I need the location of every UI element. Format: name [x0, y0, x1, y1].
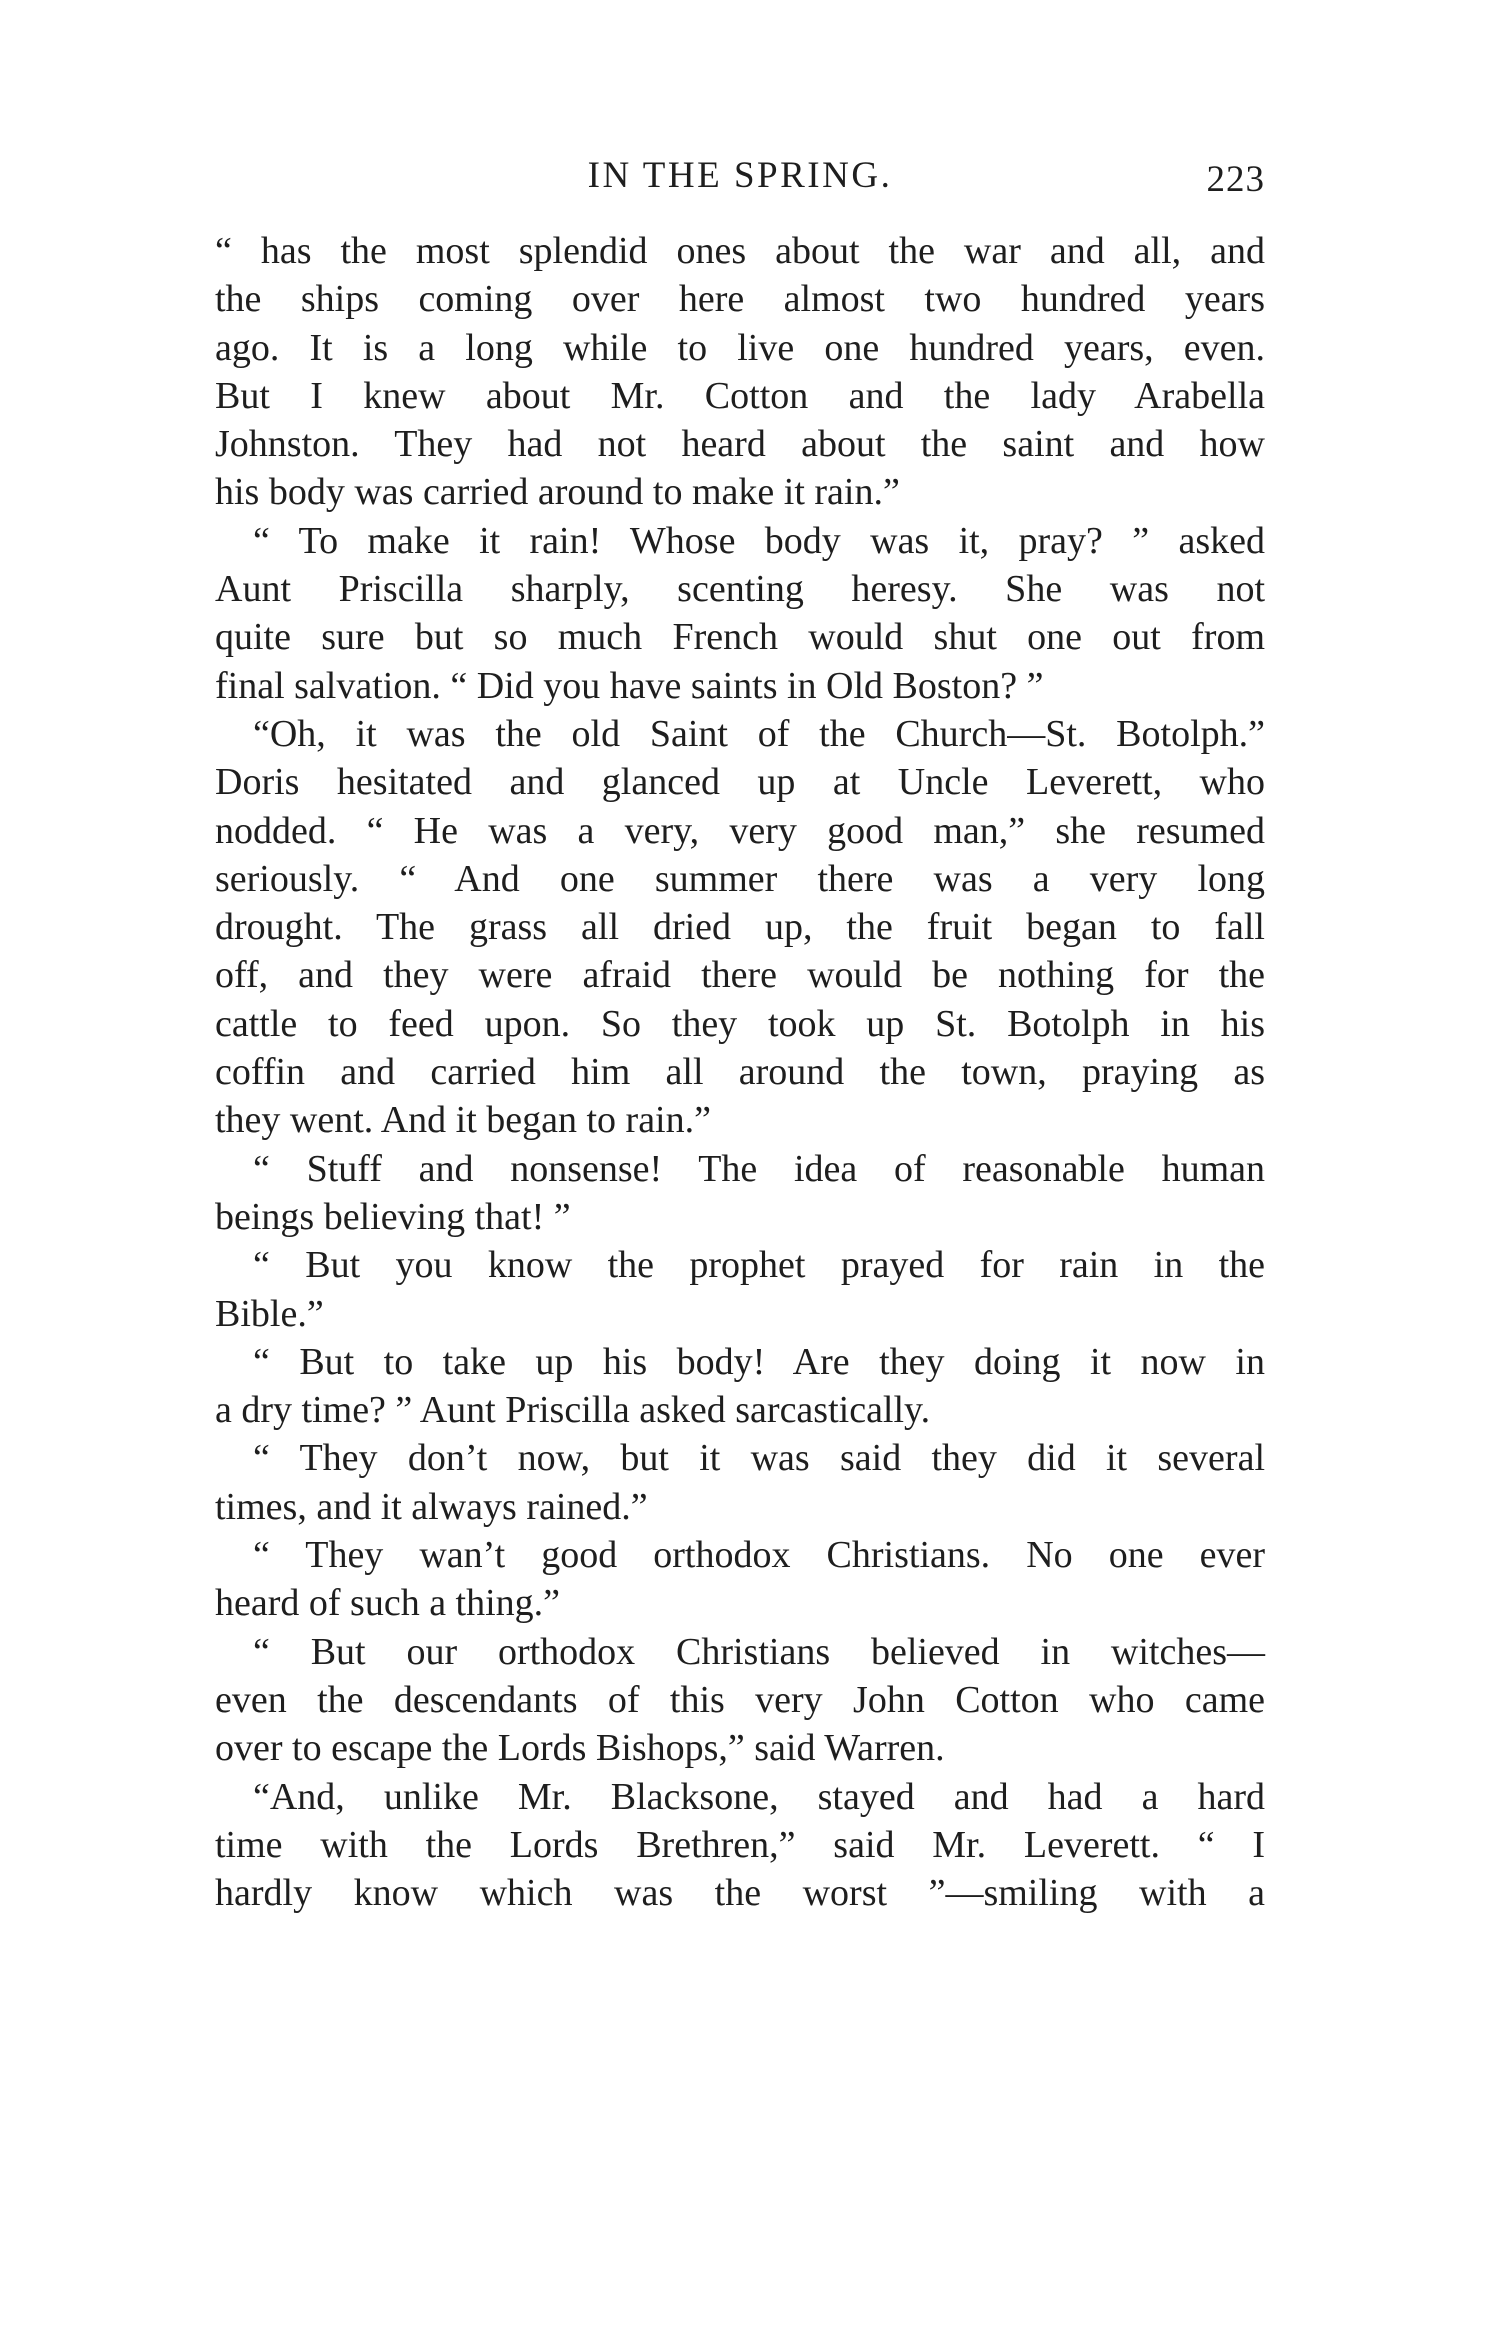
- text-line: beings believing that! ”: [215, 1195, 571, 1238]
- text-line: even the descendants of this very John Cotton who came: [215, 1678, 1265, 1721]
- text-line: Johnston. They had not heard about the saint and how: [215, 423, 1265, 466]
- text-line: drought. The grass all dried up, the fruit began to fall: [215, 906, 1265, 949]
- text-line: they went. And it began to rain.”: [215, 1099, 711, 1142]
- text-line: final salvation. “ Did you have saints in Old Boston? ”: [215, 664, 1044, 707]
- text-line: Aunt Priscilla sharply, scenting heresy. She was not: [215, 568, 1265, 611]
- text-line: a dry time? ” Aunt Priscilla asked sarcastically.: [215, 1389, 931, 1432]
- text-line: cattle to feed upon. So they took up St. Botolph in his: [215, 1002, 1265, 1045]
- running-title: IN THE SPRING.: [587, 155, 893, 196]
- text-line: “ They don’t now, but it was said they did it several: [253, 1437, 1265, 1480]
- text-line: “ They wan’t good orthodox Christians. No one ever: [253, 1534, 1265, 1577]
- text-line: “ But our orthodox Christians believed in witches—: [253, 1630, 1265, 1673]
- body-text: [215, 227, 1265, 1917]
- text-line: “ To make it rain! Whose body was it, pray? ” asked: [253, 519, 1265, 562]
- text-line: Doris hesitated and glanced up at Uncle Leverett, who: [215, 761, 1265, 804]
- text-line: quite sure but so much French would shut one out from: [215, 616, 1265, 659]
- text-line: heard of such a thing.”: [215, 1582, 561, 1625]
- text-line: “Oh, it was the old Saint of the Church—St. Botolph.”: [253, 712, 1265, 755]
- text-line: “And, unlike Mr. Blacksone, stayed and had a hard: [253, 1775, 1265, 1818]
- running-head: [215, 150, 1265, 202]
- page-number: 223: [1206, 159, 1265, 200]
- text-line: ago. It is a long while to live one hundred years, even.: [215, 326, 1265, 369]
- text-line: nodded. “ He was a very, very good man,” she resumed: [215, 809, 1265, 852]
- text-line: “ But you know the prophet prayed for rain in the: [253, 1244, 1265, 1287]
- text-line: time with the Lords Brethren,” said Mr. Leverett. “ I: [215, 1823, 1265, 1866]
- text-line: “ Stuff and nonsense! The idea of reasonable human: [253, 1147, 1265, 1190]
- text-line: But I knew about Mr. Cotton and the lady Arabella: [215, 374, 1265, 417]
- text-line: “ But to take up his body! Are they doing it now in: [253, 1340, 1265, 1383]
- text-line: “ has the most splendid ones about the war and all, and: [215, 230, 1265, 272]
- text-line: Bible.”: [215, 1292, 324, 1335]
- text-line: the ships coming over here almost two hundred years: [215, 278, 1265, 321]
- text-line: over to escape the Lords Bishops,” said Warren.: [215, 1727, 945, 1770]
- text-line: coffin and carried him all around the town, praying as: [215, 1051, 1265, 1094]
- text-line: hardly know which was the worst ”—smiling with a: [215, 1872, 1265, 1915]
- text-line: his body was carried around to make it rain.”: [215, 471, 900, 514]
- text-line: seriously. “ And one summer there was a very long: [215, 857, 1265, 900]
- text-line: times, and it always rained.”: [215, 1485, 648, 1528]
- text-line: off, and they were afraid there would be nothing for the: [215, 954, 1265, 997]
